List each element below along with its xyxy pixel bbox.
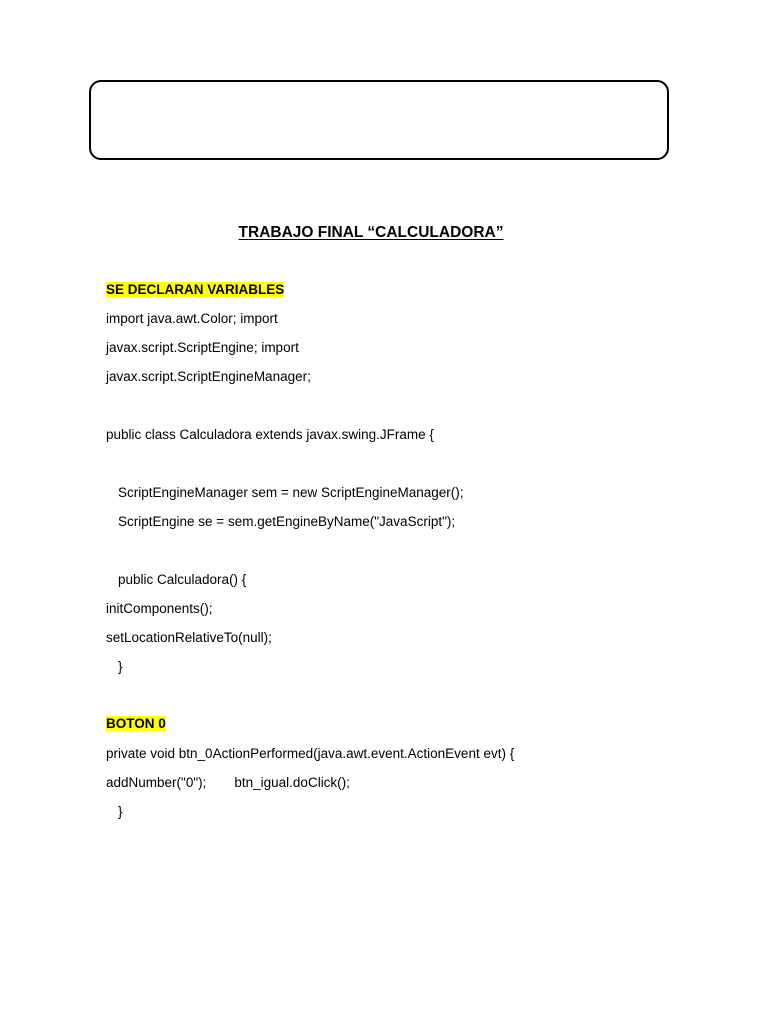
code-line: import java.awt.Color; import — [106, 311, 278, 326]
code-line: ScriptEngineManager sem = new ScriptEngineManager(); — [118, 485, 464, 500]
section-heading-variables — [106, 280, 284, 300]
method-signature: private void btn_0ActionPerformed(java.awt.event.ActionEvent evt) { — [106, 746, 515, 761]
code-line — [106, 773, 350, 793]
code-line: ScriptEngine se = sem.getEngineByName("JavaScript"); — [118, 514, 456, 529]
highlighted-heading: SE DECLARAN VARIABLES — [106, 282, 285, 297]
code-fragment: btn_igual.doClick(); — [234, 775, 350, 790]
code-line: javax.script.ScriptEngine; import — [106, 340, 299, 355]
code-line: initComponents(); — [106, 601, 213, 616]
header-box — [89, 80, 669, 160]
closing-brace: } — [118, 804, 123, 819]
highlighted-heading: BOTON 0 — [106, 716, 166, 731]
code-fragment: addNumber("0"); — [106, 775, 207, 790]
closing-brace: } — [118, 659, 123, 674]
class-declaration: public class Calculadora extends javax.swing.JFrame { — [106, 427, 434, 442]
constructor-signature: public Calculadora() { — [118, 572, 247, 587]
code-line: javax.script.ScriptEngineManager; — [106, 369, 311, 384]
document-title: TRABAJO FINAL “CALCULADORA” — [238, 224, 504, 241]
code-line: setLocationRelativeTo(null); — [106, 630, 272, 645]
section-heading-boton0 — [106, 714, 166, 734]
